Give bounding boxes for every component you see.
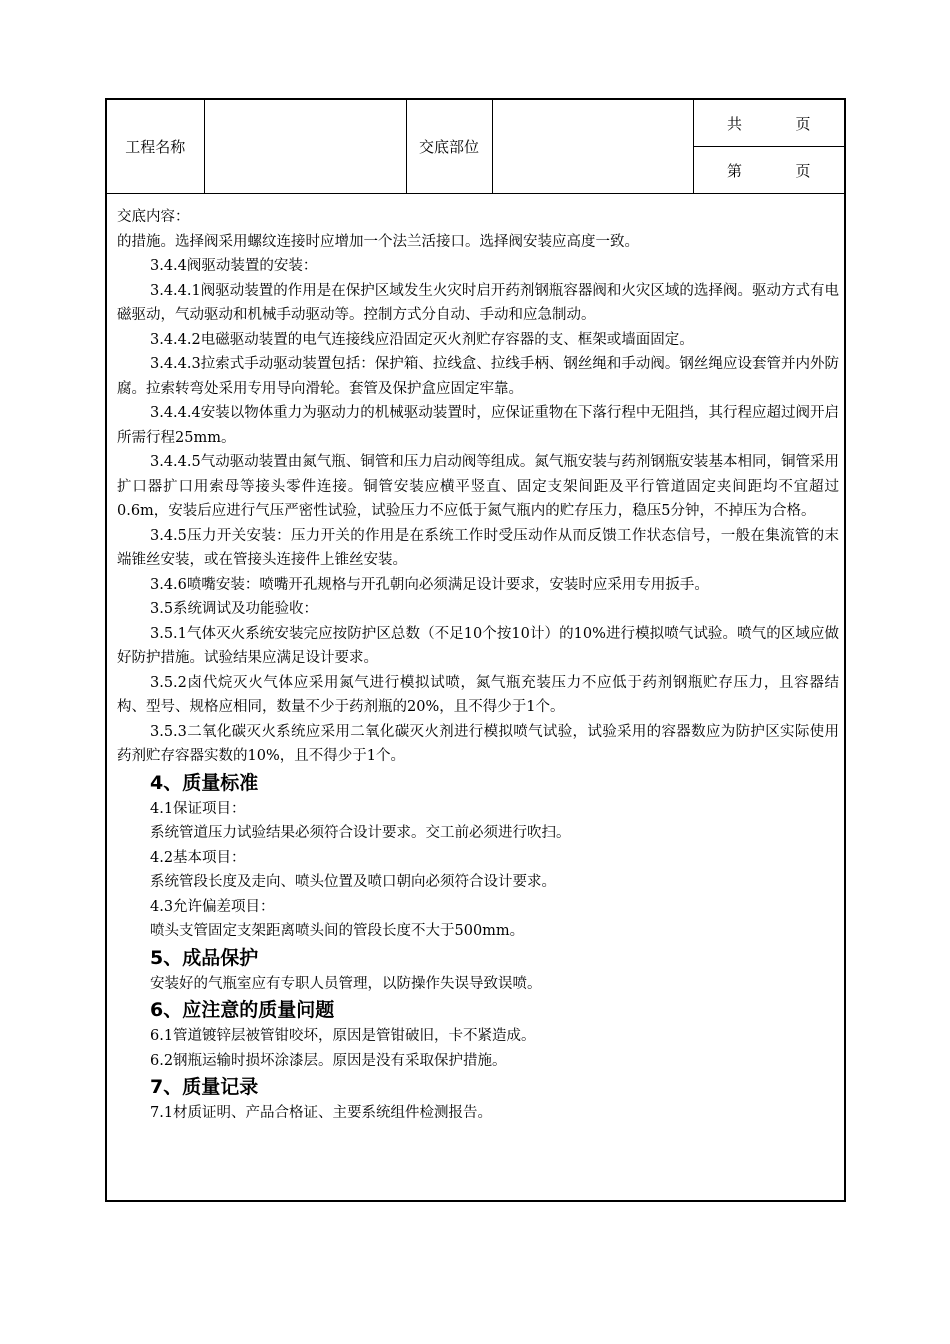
- paragraph: 4.3允许偏差项目：: [150, 898, 275, 915]
- location-value[interactable]: [492, 100, 693, 194]
- header-table: [107, 100, 844, 194]
- page-number-label: 第: [726, 161, 742, 180]
- page-number-cell: [693, 147, 844, 194]
- paragraph: 3.4.6喷嘴安装：喷嘴开孔规格与开孔朝向必须满足设计要求，安装时应采用专用扳手。: [150, 576, 709, 593]
- paragraph: 喷头支管固定支架距离喷头间的管段长度不大于500mm。: [150, 923, 525, 939]
- paragraph: 安装好的气瓶室应有专职人员管理，以防操作失误导致误喷。: [150, 975, 542, 992]
- paragraph: 3.5.1气体灭火系统安装完应按防护区总数（不足10个按10计）的10%进行模拟喷气试验。喷气的区域应做好防护措施。试验结果应满足设计要求。: [117, 625, 839, 666]
- paragraph: 3.4.4.4安装以物体重力为驱动力的机械驱动装置时，应保证重物在下落行程中无阻挡，其行程应超过阀开启所需行程25mm。: [117, 405, 839, 446]
- paragraph: 3.4.4阀驱动装置的安装：: [150, 258, 318, 274]
- paragraph: 3.5.2卤代烷灭火气体应采用氮气进行模拟试喷，氮气瓶充装压力不应低于药剂钢瓶贮存压力，且容器结构、型号、规格应相同，数量不少于药剂瓶的20%，且不得少于1个。: [117, 674, 839, 715]
- location-label: 交底部位: [406, 100, 492, 194]
- section-title-quality-issues: 6、应注意的质量问题: [150, 999, 335, 1021]
- paragraph: 3.5系统调试及功能验收：: [150, 601, 319, 617]
- paragraph: 3.4.4.3拉索式手动驱动装置包括：保护箱、拉线盒、拉线手柄、钢丝绳和手动阀。钢丝绳应设套管并内外防腐。拉索转弯处采用专用导向滑轮。套管及保护盒应固定牢靠。: [117, 356, 839, 397]
- paragraph: 的措施。选择阀采用螺纹连接时应增加一个法兰活接口。选择阀安装应高度一致。: [117, 233, 639, 250]
- paragraph: 6.1管道镀锌层被管钳咬坏，原因是管钳破旧，卡不紧造成。: [150, 1028, 536, 1044]
- paragraph: 3.4.4.1阀驱动装置的作用是在保护区域发生火灾时启开药剂钢瓶容器阀和火灾区域的选择阀。驱动方式有电磁驱动，气动驱动和机械手动驱动等。控制方式分自动、手动和应急制动。: [117, 282, 839, 323]
- paragraph: 3.4.4.5气动驱动装置由氮气瓶、铜管和压力启动阀等组成。氮气瓶安装与药剂钢瓶安装基本相同，铜管采用扩口器扩口用索母等接头零件连接。铜管安装应横平竖直、固定支架间距及平行管道固定夹间距均不宜超过0.6m，安装后应进行气压严密性试验，试验压力不应低于氮气瓶内的贮存压力，稳压5分钟，不掉压为合格。: [117, 454, 839, 519]
- total-pages-label: 共: [726, 114, 742, 133]
- paragraph: 7.1材质证明、产品合格证、主要系统组件检测报告。: [150, 1105, 493, 1121]
- section-title-product-protection: 5、成品保护: [150, 946, 259, 969]
- project-name-label: 工程名称: [107, 100, 204, 194]
- project-name-value[interactable]: [204, 100, 406, 194]
- paragraph: 系统管段长度及走向、喷头位置及喷口朝向必须符合设计要求。: [150, 874, 556, 890]
- paragraph: 4.1保证项目：: [150, 800, 246, 817]
- paragraph: 3.4.4.2电磁驱动装置的电气连接线应沿固定灭火剂贮存容器的支、框架或墙面固定。: [150, 331, 694, 348]
- disclosure-form: [105, 98, 846, 1202]
- paragraph: 4.2基本项目：: [150, 849, 246, 866]
- total-pages-unit: 页: [795, 114, 811, 133]
- disclosure-content: [117, 205, 839, 1126]
- paragraph: 3.5.3二氧化碳灭火系统应采用二氧化碳灭火剂进行模拟喷气试验，试验采用的容器数应为防护区实际使用药剂贮存容器实数的10%，且不得少于1个。: [117, 723, 839, 764]
- paragraph: 系统管道压力试验结果必须符合设计要求。交工前必须进行吹扫。: [150, 825, 571, 841]
- paragraph: 6.2钢瓶运输时损坏涂漆层。原因是没有采取保护措施。: [150, 1052, 507, 1069]
- total-pages-cell: [693, 100, 844, 147]
- content-intro: 交底内容：: [117, 209, 190, 225]
- section-title-quality-standard: 4、质量标准: [150, 771, 259, 794]
- section-title-quality-records: 7、质量记录: [150, 1076, 259, 1098]
- page-number-unit: 页: [795, 161, 811, 180]
- paragraph: 3.4.5压力开关安装：压力开关的作用是在系统工作时受压动作从而反馈工作状态信号，一般在集流管的末端锥丝安装，或在管接头连接件上锥丝安装。: [117, 527, 839, 568]
